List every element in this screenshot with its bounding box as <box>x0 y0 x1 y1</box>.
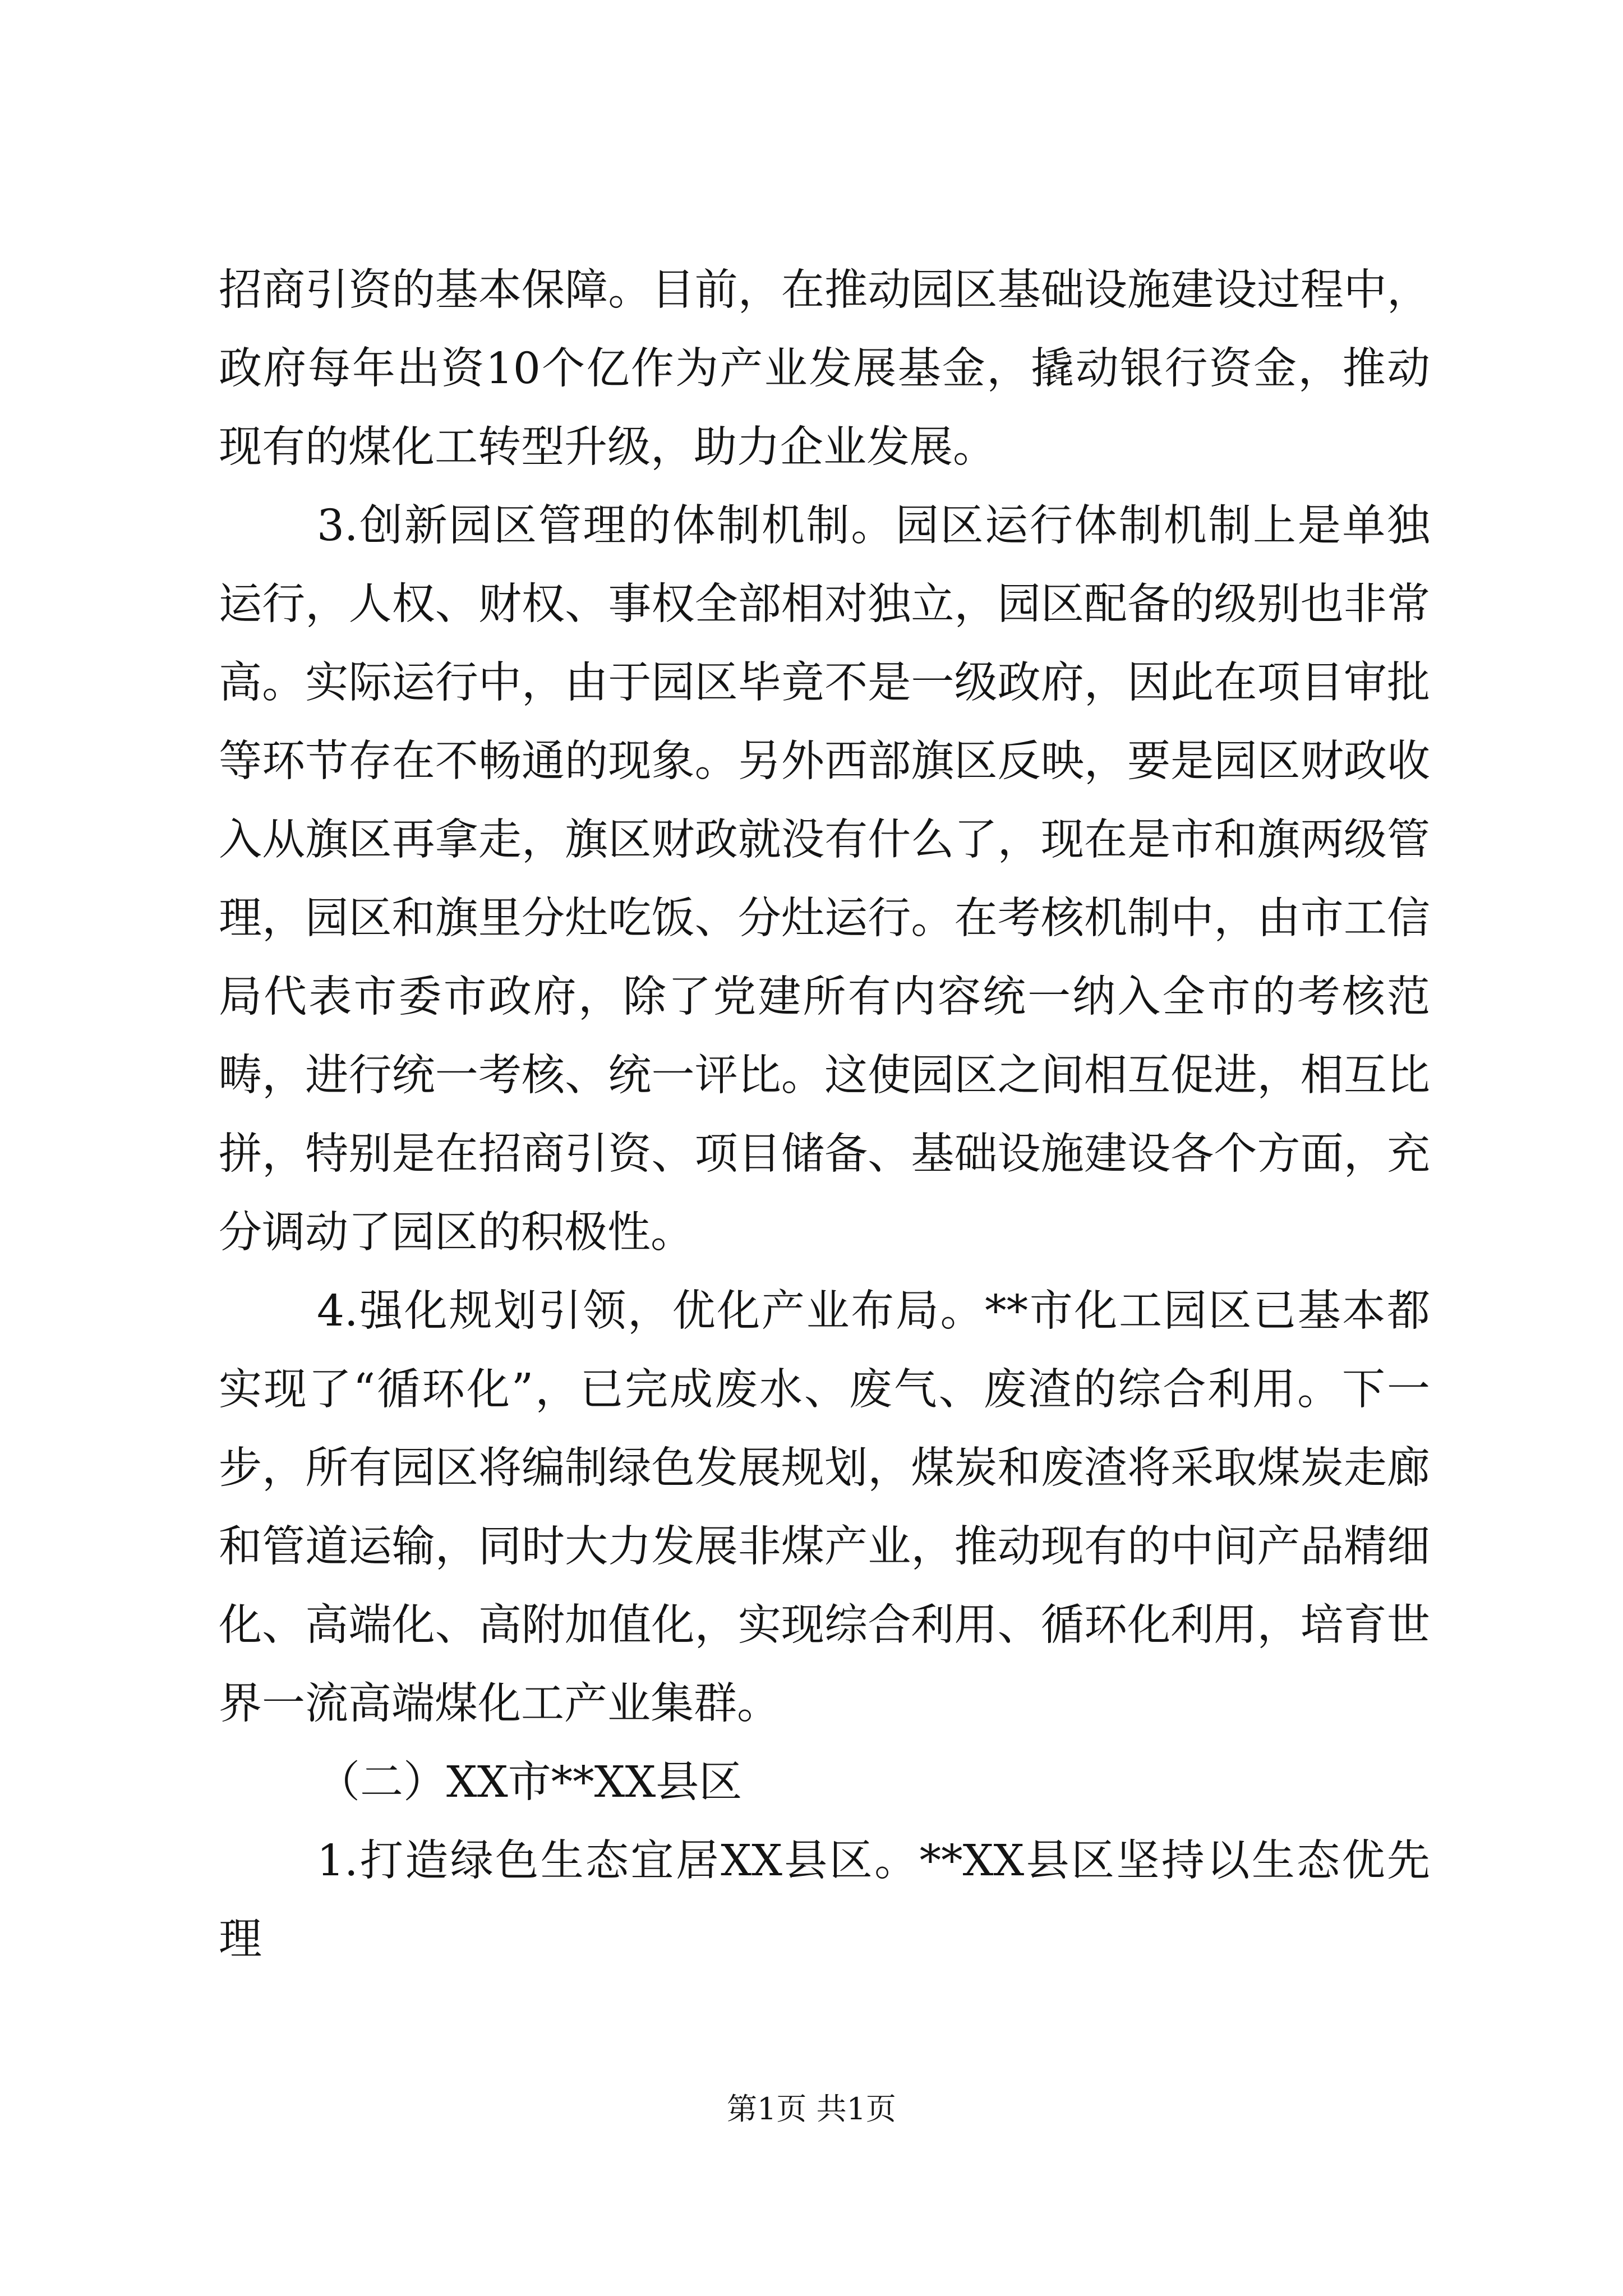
paragraph-item-1: 1.打造绿色生态宜居XX县区。**XX县区坚持以生态优先理 <box>219 1836 1430 1964</box>
paragraph-continuation: 招商引资的基本保障。目前，在推动园区基础设施建设过程中，政府每年出资10个亿作为产业发展基金，撬动银行资金，推动现有的煤化工转型升级，助力企业发展。 <box>219 265 1430 472</box>
paragraph-item-3: 3.创新园区管理的体制机制。园区运行体制机制上是单独运行，人权、财权、事权全部相对独立，园区配备的级别也非常高。实际运行中，由于园区毕竟不是一级政府，因此在项目审批等环节存在不畅通的现象。另外西部旗区反映，要是园区财政收入从旗区再拿走，旗区财政就没有什么了，现在是市和旗两级管理，园区和旗里分灶吃饭、分灶运行。在考核机制中，由市工信局代表市委市政府，除了党建所有内容统一纳入全市的考核范畴，进行统一考核、统一评比。这使园区之间相互促进，相互比拼，特别是在招商引资、项目储备、基础设施建设各个方面，充分调动了园区的积极性。 <box>219 501 1430 1258</box>
page-footer: 第1页 共1页 <box>727 2091 896 2127</box>
paragraph-item-4: 4.强化规划引领，优化产业布局。**市化工园区已基本都实现了“循环化”，已完成废水、废气、废渣的综合利用。下一步，所有园区将编制绿色发展规划，煤炭和废渣将采取煤炭走廊和管道运输，同时大力发展非煤产业，推动现有的中间产品精细化、高端化、高附加值化，实现综合利用、循环化利用，培育世界一流高端煤化工产业集群。 <box>219 1286 1430 1729</box>
section-heading: （二）XX市**XX县区 <box>317 1757 743 1807</box>
document-body <box>219 251 1430 1979</box>
